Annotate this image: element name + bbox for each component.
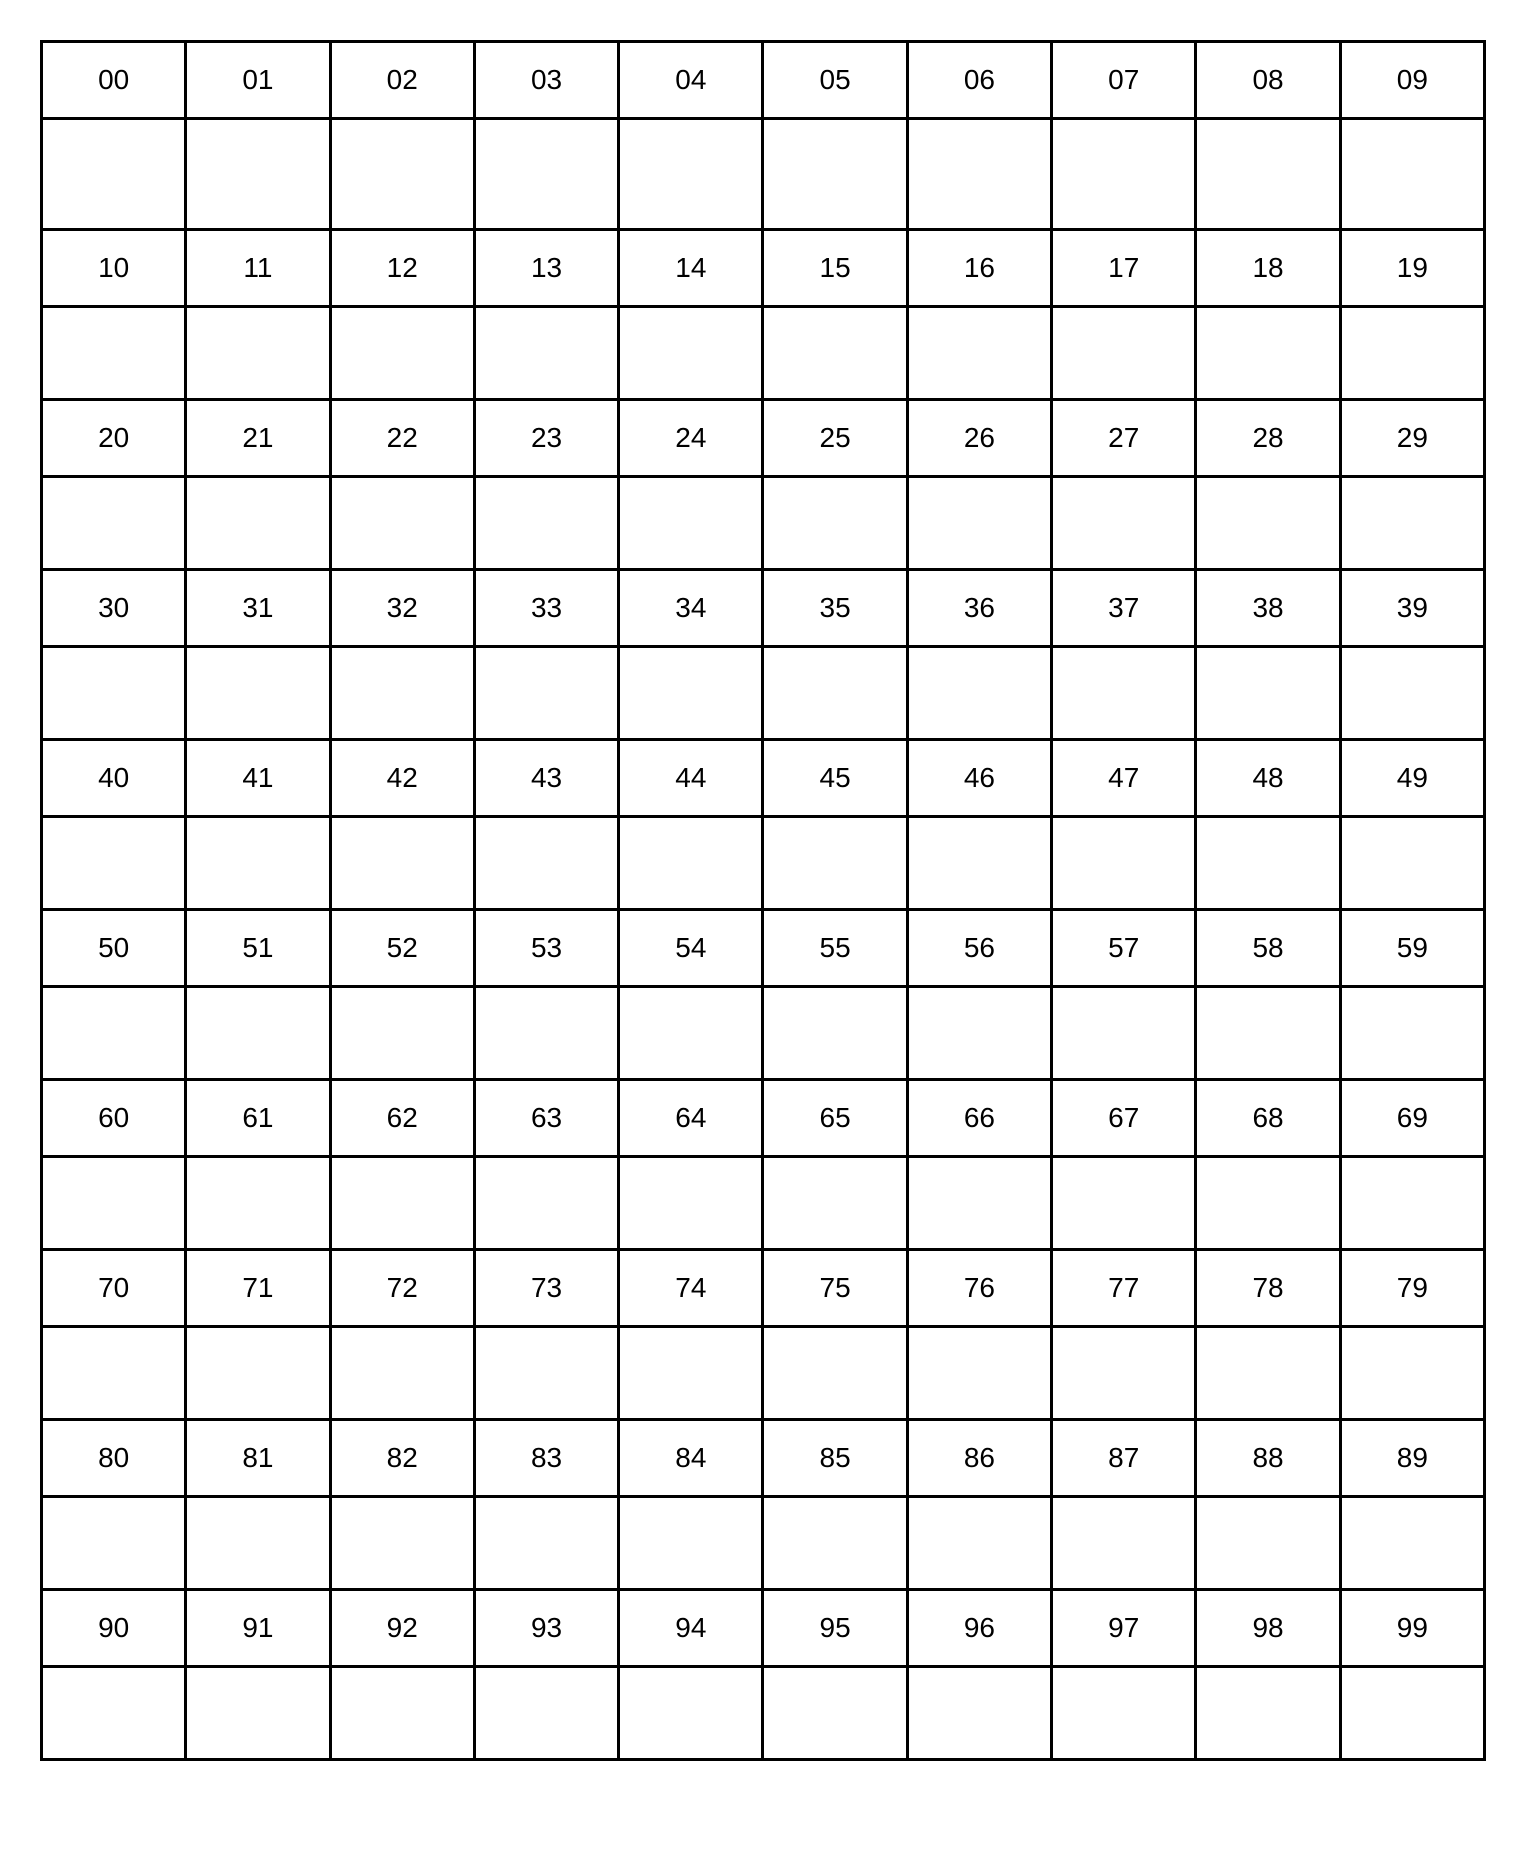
- number-cell: 30: [42, 570, 186, 647]
- number-row: [42, 1250, 1485, 1327]
- number-cell: 53: [474, 910, 618, 987]
- number-row: [42, 1420, 1485, 1497]
- writing-cell[interactable]: [619, 1157, 763, 1250]
- number-cell: 80: [42, 1420, 186, 1497]
- writing-cell[interactable]: [1340, 1667, 1484, 1760]
- number-cell: 16: [907, 230, 1051, 307]
- number-cell: 68: [1196, 1080, 1340, 1157]
- writing-cell[interactable]: [330, 647, 474, 740]
- writing-cell[interactable]: [42, 1497, 186, 1590]
- number-cell: 02: [330, 42, 474, 119]
- writing-cell[interactable]: [763, 987, 907, 1080]
- writing-cell[interactable]: [474, 1667, 618, 1760]
- writing-cell[interactable]: [907, 1667, 1051, 1760]
- number-cell: 40: [42, 740, 186, 817]
- writing-cell[interactable]: [763, 1667, 907, 1760]
- writing-cell[interactable]: [186, 1327, 330, 1420]
- number-cell: 35: [763, 570, 907, 647]
- writing-cell[interactable]: [474, 987, 618, 1080]
- number-cell: 05: [763, 42, 907, 119]
- writing-cell[interactable]: [474, 477, 618, 570]
- number-cell: 43: [474, 740, 618, 817]
- number-cell: 79: [1340, 1250, 1484, 1327]
- writing-cell[interactable]: [763, 817, 907, 910]
- number-cell: 75: [763, 1250, 907, 1327]
- number-cell: 28: [1196, 400, 1340, 477]
- number-row: [42, 1080, 1485, 1157]
- number-cell: 95: [763, 1590, 907, 1667]
- number-cell: 61: [186, 1080, 330, 1157]
- number-cell: 04: [619, 42, 763, 119]
- writing-cell[interactable]: [907, 1157, 1051, 1250]
- writing-cell[interactable]: [474, 1327, 618, 1420]
- number-cell: 67: [1052, 1080, 1196, 1157]
- writing-cell[interactable]: [186, 1497, 330, 1590]
- writing-cell[interactable]: [619, 817, 763, 910]
- writing-cell[interactable]: [42, 477, 186, 570]
- number-cell: 60: [42, 1080, 186, 1157]
- writing-cell[interactable]: [42, 1157, 186, 1250]
- number-cell: 62: [330, 1080, 474, 1157]
- writing-cell[interactable]: [1196, 1157, 1340, 1250]
- writing-cell[interactable]: [763, 119, 907, 230]
- number-cell: 25: [763, 400, 907, 477]
- writing-cell[interactable]: [1340, 1497, 1484, 1590]
- number-cell: 59: [1340, 910, 1484, 987]
- writing-cell[interactable]: [330, 477, 474, 570]
- number-cell: 99: [1340, 1590, 1484, 1667]
- number-cell: 21: [186, 400, 330, 477]
- number-row: [42, 910, 1485, 987]
- number-row: [42, 1590, 1485, 1667]
- number-cell: 65: [763, 1080, 907, 1157]
- number-cell: 57: [1052, 910, 1196, 987]
- writing-cell[interactable]: [42, 1327, 186, 1420]
- writing-cell[interactable]: [619, 1327, 763, 1420]
- number-cell: 86: [907, 1420, 1051, 1497]
- writing-cell[interactable]: [1340, 1157, 1484, 1250]
- writing-cell[interactable]: [1052, 1157, 1196, 1250]
- number-cell: 55: [763, 910, 907, 987]
- writing-cell[interactable]: [1196, 119, 1340, 230]
- writing-cell[interactable]: [907, 987, 1051, 1080]
- number-cell: 89: [1340, 1420, 1484, 1497]
- number-cell: 87: [1052, 1420, 1196, 1497]
- writing-cell[interactable]: [619, 1497, 763, 1590]
- writing-cell[interactable]: [1052, 307, 1196, 400]
- number-cell: 07: [1052, 42, 1196, 119]
- writing-cell[interactable]: [1052, 987, 1196, 1080]
- writing-row: [42, 1497, 1485, 1590]
- writing-cell[interactable]: [330, 1497, 474, 1590]
- number-cell: 47: [1052, 740, 1196, 817]
- number-cell: 14: [619, 230, 763, 307]
- writing-cell[interactable]: [42, 987, 186, 1080]
- writing-cell[interactable]: [619, 477, 763, 570]
- writing-row: [42, 119, 1485, 230]
- writing-cell[interactable]: [1052, 477, 1196, 570]
- number-cell: 18: [1196, 230, 1340, 307]
- writing-cell[interactable]: [619, 119, 763, 230]
- writing-cell[interactable]: [1340, 477, 1484, 570]
- number-cell: 82: [330, 1420, 474, 1497]
- number-cell: 72: [330, 1250, 474, 1327]
- writing-cell[interactable]: [186, 1667, 330, 1760]
- number-cell: 48: [1196, 740, 1340, 817]
- writing-cell[interactable]: [907, 647, 1051, 740]
- writing-cell[interactable]: [186, 1157, 330, 1250]
- number-cell: 23: [474, 400, 618, 477]
- number-cell: 78: [1196, 1250, 1340, 1327]
- writing-cell[interactable]: [474, 817, 618, 910]
- writing-cell[interactable]: [907, 119, 1051, 230]
- number-cell: 38: [1196, 570, 1340, 647]
- writing-cell[interactable]: [907, 1497, 1051, 1590]
- number-cell: 50: [42, 910, 186, 987]
- number-cell: 54: [619, 910, 763, 987]
- writing-cell[interactable]: [474, 307, 618, 400]
- writing-cell[interactable]: [330, 1667, 474, 1760]
- writing-cell[interactable]: [186, 817, 330, 910]
- number-cell: 51: [186, 910, 330, 987]
- writing-cell[interactable]: [1340, 119, 1484, 230]
- number-cell: 15: [763, 230, 907, 307]
- writing-cell[interactable]: [1052, 119, 1196, 230]
- writing-cell[interactable]: [763, 477, 907, 570]
- number-cell: 45: [763, 740, 907, 817]
- writing-cell[interactable]: [763, 647, 907, 740]
- number-cell: 66: [907, 1080, 1051, 1157]
- writing-cell[interactable]: [42, 119, 186, 230]
- number-cell: 11: [186, 230, 330, 307]
- number-cell: 73: [474, 1250, 618, 1327]
- writing-cell[interactable]: [1052, 1497, 1196, 1590]
- number-cell: 10: [42, 230, 186, 307]
- number-cell: 22: [330, 400, 474, 477]
- writing-cell[interactable]: [42, 307, 186, 400]
- number-cell: 52: [330, 910, 474, 987]
- writing-cell[interactable]: [1052, 647, 1196, 740]
- writing-row: [42, 1667, 1485, 1760]
- writing-cell[interactable]: [1340, 647, 1484, 740]
- writing-cell[interactable]: [763, 1327, 907, 1420]
- writing-cell[interactable]: [42, 1667, 186, 1760]
- number-cell: 13: [474, 230, 618, 307]
- number-cell: 74: [619, 1250, 763, 1327]
- number-cell: 20: [42, 400, 186, 477]
- number-cell: 19: [1340, 230, 1484, 307]
- writing-cell[interactable]: [1196, 987, 1340, 1080]
- number-cell: 33: [474, 570, 618, 647]
- number-cell: 83: [474, 1420, 618, 1497]
- number-cell: 08: [1196, 42, 1340, 119]
- writing-cell[interactable]: [330, 119, 474, 230]
- number-cell: 81: [186, 1420, 330, 1497]
- number-cell: 44: [619, 740, 763, 817]
- number-row: [42, 570, 1485, 647]
- hundreds-chart-body: [42, 42, 1485, 1760]
- writing-cell[interactable]: [619, 647, 763, 740]
- number-cell: 12: [330, 230, 474, 307]
- writing-cell[interactable]: [763, 307, 907, 400]
- writing-cell[interactable]: [1052, 1327, 1196, 1420]
- number-cell: 93: [474, 1590, 618, 1667]
- number-cell: 64: [619, 1080, 763, 1157]
- writing-cell[interactable]: [1196, 1497, 1340, 1590]
- number-cell: 37: [1052, 570, 1196, 647]
- writing-cell[interactable]: [1340, 987, 1484, 1080]
- writing-cell[interactable]: [907, 477, 1051, 570]
- writing-cell[interactable]: [619, 1667, 763, 1760]
- number-cell: 98: [1196, 1590, 1340, 1667]
- number-cell: 91: [186, 1590, 330, 1667]
- number-cell: 71: [186, 1250, 330, 1327]
- number-cell: 84: [619, 1420, 763, 1497]
- writing-row: [42, 817, 1485, 910]
- number-cell: 96: [907, 1590, 1051, 1667]
- number-cell: 41: [186, 740, 330, 817]
- writing-cell[interactable]: [186, 987, 330, 1080]
- writing-cell[interactable]: [474, 647, 618, 740]
- number-cell: 39: [1340, 570, 1484, 647]
- writing-cell[interactable]: [186, 647, 330, 740]
- number-cell: 34: [619, 570, 763, 647]
- writing-cell[interactable]: [1196, 647, 1340, 740]
- writing-cell[interactable]: [1052, 1667, 1196, 1760]
- number-cell: 29: [1340, 400, 1484, 477]
- number-cell: 58: [1196, 910, 1340, 987]
- hundreds-chart-table: [40, 40, 1486, 1761]
- number-cell: 36: [907, 570, 1051, 647]
- writing-cell[interactable]: [42, 817, 186, 910]
- number-cell: 90: [42, 1590, 186, 1667]
- number-cell: 46: [907, 740, 1051, 817]
- writing-cell[interactable]: [1196, 477, 1340, 570]
- writing-cell[interactable]: [330, 1327, 474, 1420]
- writing-cell[interactable]: [330, 307, 474, 400]
- writing-cell[interactable]: [1196, 307, 1340, 400]
- number-cell: 92: [330, 1590, 474, 1667]
- number-cell: 88: [1196, 1420, 1340, 1497]
- writing-cell[interactable]: [619, 307, 763, 400]
- writing-cell[interactable]: [330, 987, 474, 1080]
- writing-cell[interactable]: [763, 1497, 907, 1590]
- number-cell: 26: [907, 400, 1051, 477]
- writing-row: [42, 647, 1485, 740]
- writing-row: [42, 477, 1485, 570]
- number-cell: 70: [42, 1250, 186, 1327]
- writing-row: [42, 307, 1485, 400]
- number-cell: 31: [186, 570, 330, 647]
- writing-cell[interactable]: [330, 817, 474, 910]
- number-cell: 42: [330, 740, 474, 817]
- writing-row: [42, 987, 1485, 1080]
- number-cell: 00: [42, 42, 186, 119]
- writing-cell[interactable]: [330, 1157, 474, 1250]
- number-cell: 24: [619, 400, 763, 477]
- writing-cell[interactable]: [186, 119, 330, 230]
- writing-cell[interactable]: [619, 987, 763, 1080]
- number-cell: 49: [1340, 740, 1484, 817]
- writing-cell[interactable]: [907, 307, 1051, 400]
- number-cell: 97: [1052, 1590, 1196, 1667]
- writing-cell[interactable]: [1340, 307, 1484, 400]
- writing-row: [42, 1157, 1485, 1250]
- number-cell: 77: [1052, 1250, 1196, 1327]
- number-cell: 01: [186, 42, 330, 119]
- writing-cell[interactable]: [1340, 1327, 1484, 1420]
- writing-cell[interactable]: [42, 647, 186, 740]
- writing-cell[interactable]: [763, 1157, 907, 1250]
- writing-cell[interactable]: [1196, 1667, 1340, 1760]
- number-cell: 27: [1052, 400, 1196, 477]
- writing-cell[interactable]: [474, 119, 618, 230]
- number-row: [42, 740, 1485, 817]
- writing-cell[interactable]: [474, 1157, 618, 1250]
- writing-cell[interactable]: [474, 1497, 618, 1590]
- number-cell: 09: [1340, 42, 1484, 119]
- number-row: [42, 42, 1485, 119]
- writing-cell[interactable]: [907, 817, 1051, 910]
- writing-cell[interactable]: [1340, 817, 1484, 910]
- number-cell: 76: [907, 1250, 1051, 1327]
- writing-cell[interactable]: [186, 307, 330, 400]
- number-cell: 17: [1052, 230, 1196, 307]
- number-cell: 63: [474, 1080, 618, 1157]
- number-cell: 69: [1340, 1080, 1484, 1157]
- writing-cell[interactable]: [1196, 1327, 1340, 1420]
- number-row: [42, 400, 1485, 477]
- writing-cell[interactable]: [907, 1327, 1051, 1420]
- number-cell: 03: [474, 42, 618, 119]
- writing-cell[interactable]: [1196, 817, 1340, 910]
- number-cell: 56: [907, 910, 1051, 987]
- writing-cell[interactable]: [1052, 817, 1196, 910]
- number-cell: 85: [763, 1420, 907, 1497]
- writing-cell[interactable]: [186, 477, 330, 570]
- number-cell: 32: [330, 570, 474, 647]
- number-row: [42, 230, 1485, 307]
- number-cell: 94: [619, 1590, 763, 1667]
- writing-row: [42, 1327, 1485, 1420]
- number-cell: 06: [907, 42, 1051, 119]
